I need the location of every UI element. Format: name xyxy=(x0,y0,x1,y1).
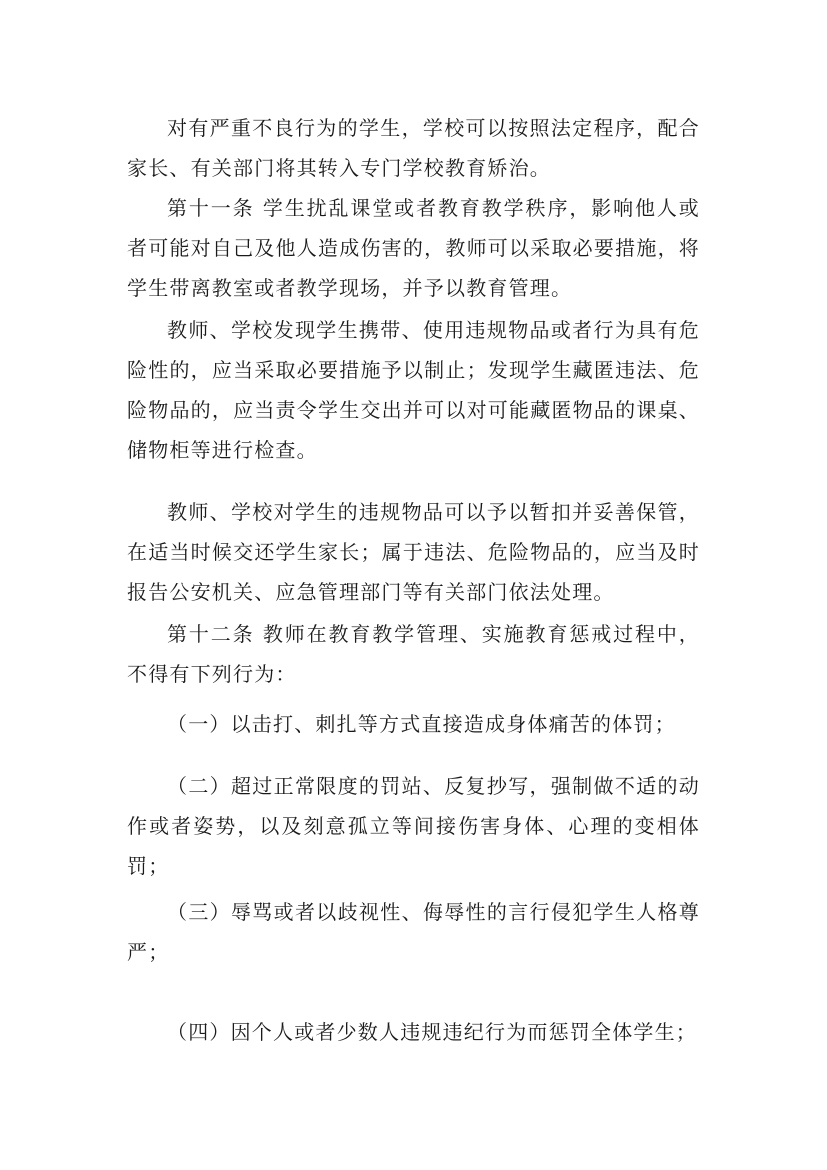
list-item-1: （一）以击打、刺扎等方式直接造成身体痛苦的体罚； xyxy=(167,712,676,736)
paragraph-prohibited-items: 教师、学校发现学生携带、使用违规物品或者行为具有危险性的，应当采取必要措施予以制止；发现学生藏匿违法、危险物品的，应当责令学生交出并可以对可能藏匿物品的课桌、储物柜等进行检查。 xyxy=(127,318,700,462)
paragraph-item-custody: 教师、学校对学生的违规物品可以予以暂扣并妥善保管，在适当时候交还学生家长；属于违法、危险物品的，应当及时报告公安机关、应急管理部门等有关部门依法处理。 xyxy=(127,500,700,604)
list-item-2: （二）超过正常限度的罚站、反复抄写，强制做不适的动作或者姿势，以及刻意孤立等间接伤害身体、心理的变相体罚； xyxy=(127,774,700,878)
paragraph-article-12: 第十二条 教师在教育教学管理、实施教育惩戒过程中，不得有下列行为： xyxy=(127,622,700,686)
list-item-3: （三）辱骂或者以歧视性、侮辱性的言行侵犯学生人格尊严； xyxy=(127,900,700,964)
paragraph-serious-misbehavior: 对有严重不良行为的学生，学校可以按照法定程序，配合家长、有关部门将其转入专门学校教育矫治。 xyxy=(127,116,700,180)
paragraph-article-11: 第十一条 学生扰乱课堂或者教育教学秩序，影响他人或者可能对自己及他人造成伤害的，教师可以采取必要措施，将学生带离教室或者教学现场，并予以教育管理。 xyxy=(127,196,700,300)
list-item-4: （四）因个人或者少数人违规违纪行为而惩罚全体学生； xyxy=(167,1020,697,1044)
